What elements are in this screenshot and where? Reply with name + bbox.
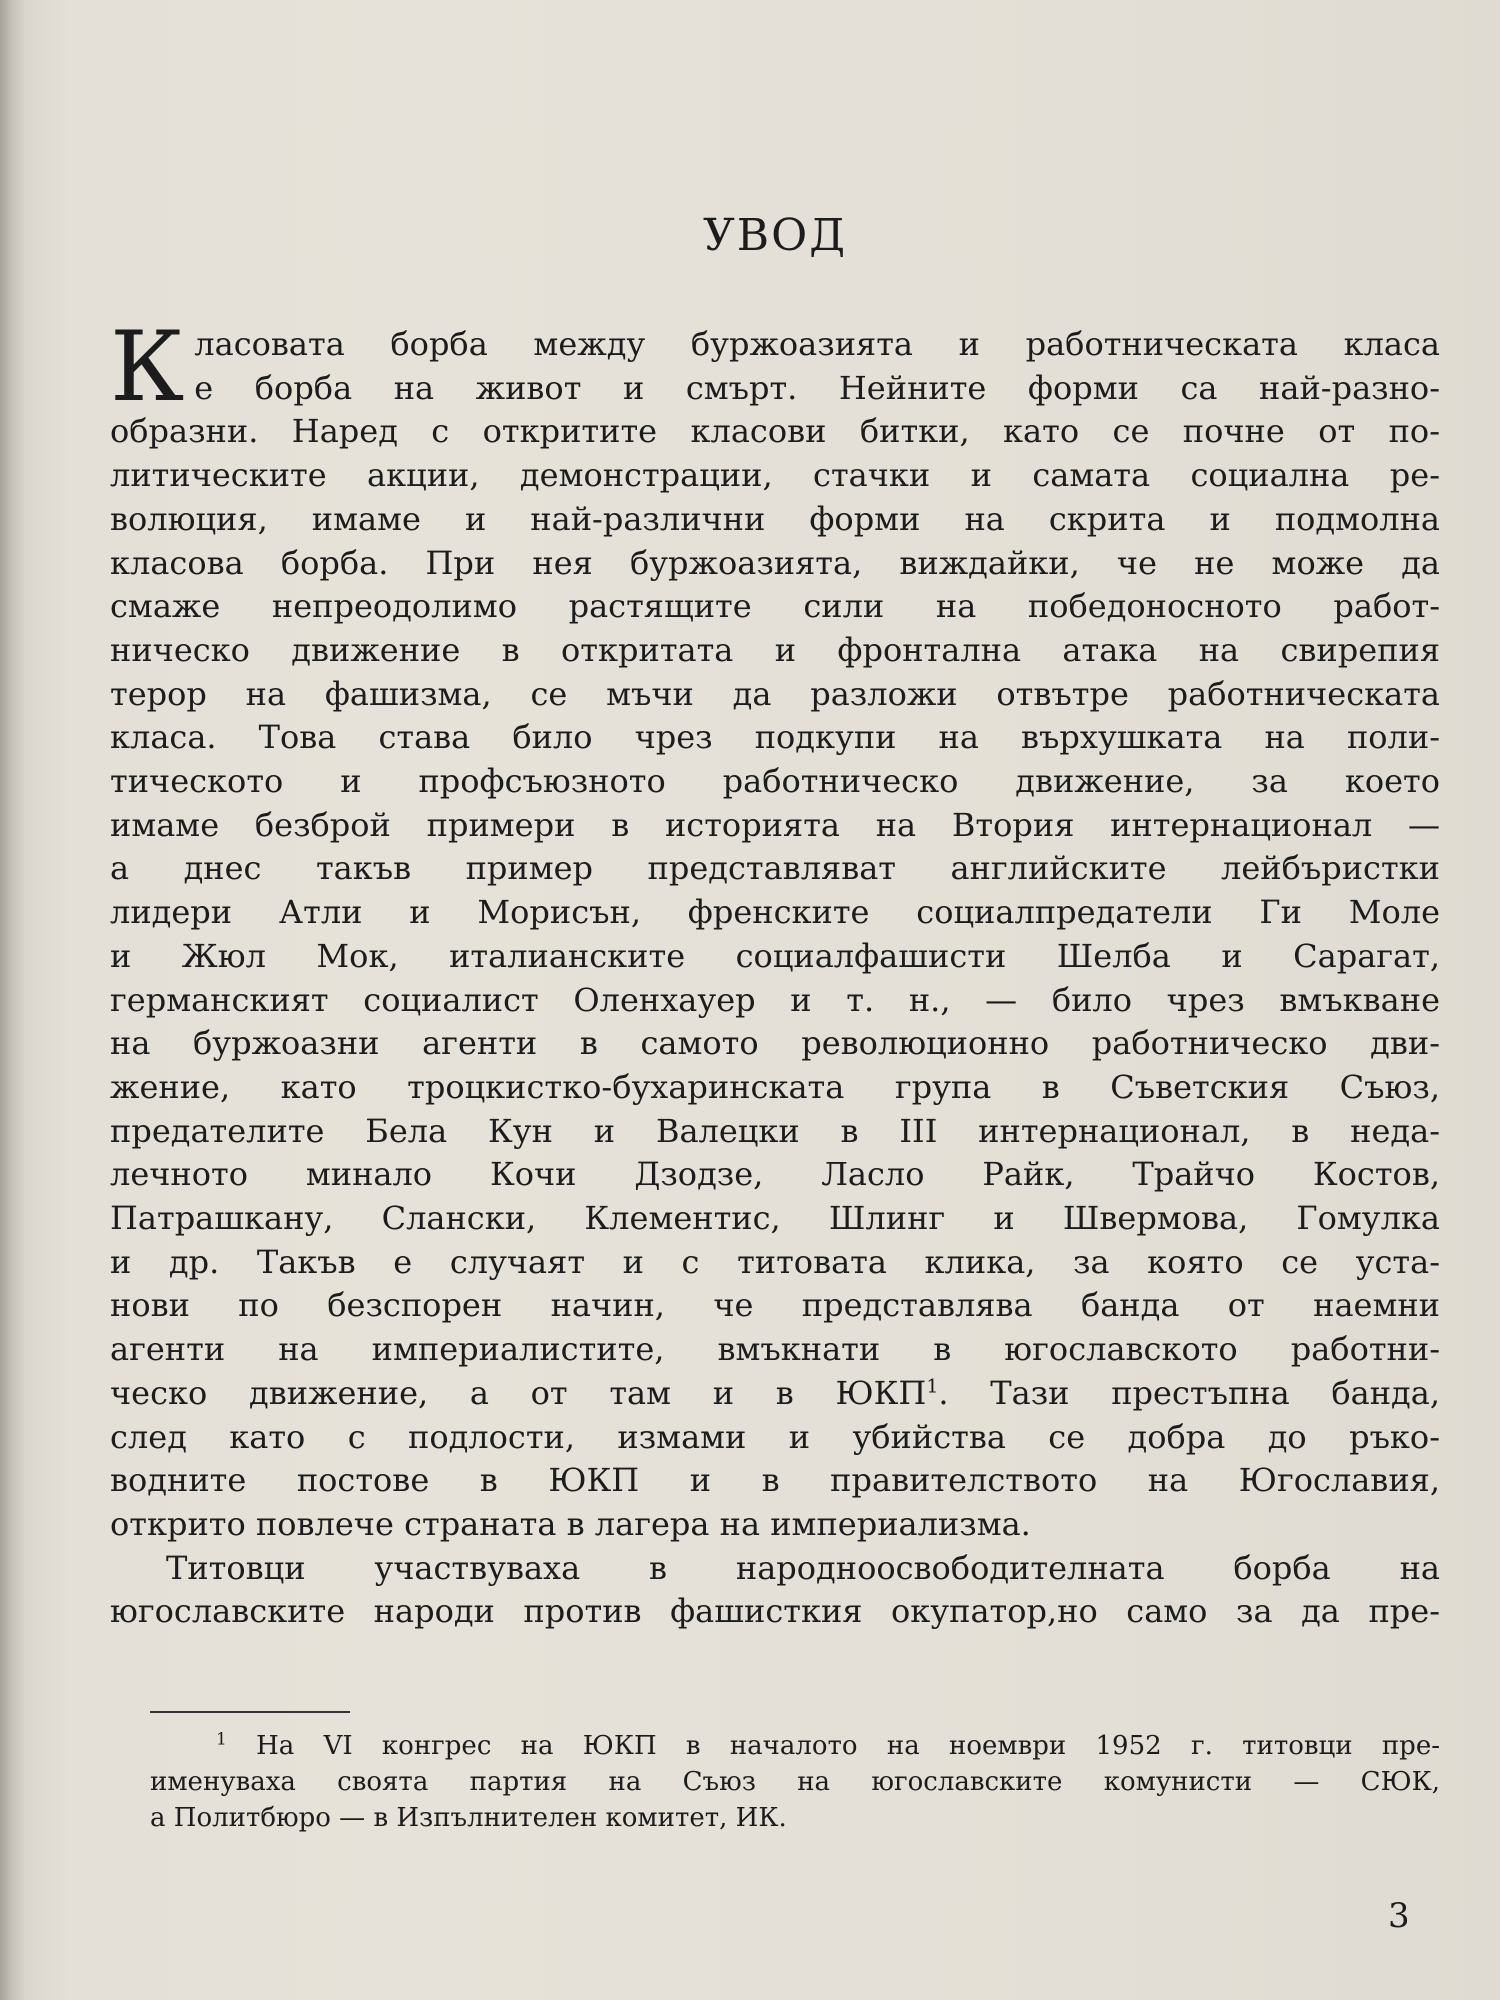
text-line: Титовци участвуваха в народноосвободителната борба на <box>166 1548 1440 1587</box>
text-line: германският социалист Оленхауер и т. н., — било чрез вмъкване <box>110 980 1440 1019</box>
text-line: литическите акции, демонстрации, стачки и самата социална ре- <box>110 456 1440 495</box>
drop-cap-letter: К <box>110 311 185 423</box>
footnote-separator <box>150 1711 350 1713</box>
text-segment: ческо движение, а от там и в ЮКП <box>110 1373 927 1412</box>
text-line: и Жюл Мок, италианските социалфашисти Шелба и Сарагат, <box>110 936 1440 975</box>
text-line: лечното минало Кочи Дзодзе, Ласло Райк, Трайчо Костов, <box>110 1155 1440 1194</box>
text-line: Патрашкану, Слански, Клементис, Шлинг и Швермова, Гомулка <box>110 1199 1440 1238</box>
text-line: и др. Такъв е случаят и с титовата клика, за която се уста- <box>110 1242 1440 1281</box>
text-line: волюция, имаме и най-различни форми на скрита и подмолна <box>110 499 1440 538</box>
footnote-reference-marker: 1 <box>926 1375 939 1398</box>
text-line: класа. Това става било чрез подкупи на върхушката на поли- <box>110 718 1440 757</box>
text-line: предателите Бела Кун и Валецки в III интернационал, в неда- <box>110 1111 1440 1150</box>
text-line: лидери Атли и Морисън, френските социалпредатели Ги Моле <box>110 893 1440 932</box>
text-line-with-footnote <box>110 1372 1440 1416</box>
text-line: образни. Наред с откритите класови битки, като се почне от по- <box>110 412 1440 451</box>
text-line: е борба на живот и смърт. Нейните форми са най-разно- <box>194 368 1440 407</box>
footnote <box>150 1728 1440 1836</box>
text-line: имаме безброй примери в историята на Втория интернационал — <box>110 805 1440 844</box>
footnote-line <box>150 1728 1440 1764</box>
page-number: 3 <box>1388 1896 1410 1936</box>
text-line: водните постове в ЮКП и в правителството на Югославия, <box>110 1461 1440 1500</box>
text-line: на буржоазни агенти в самото революционно работническо дви- <box>110 1024 1440 1063</box>
footnote-text: На VI конгрес на ЮКП в началото на ноември 1952 г. титовци пре- <box>256 1731 1441 1761</box>
text-line: югославските народи против фашисткия окупатор,но само за да пре- <box>110 1592 1440 1631</box>
page-spine-shadow <box>0 0 24 2000</box>
text-line: след като с подлости, измами и убийства се добра до ръко- <box>110 1417 1440 1456</box>
text-line: класова борба. При нея буржоазията, виждайки, че не може да <box>110 543 1440 582</box>
footnote-marker: 1 <box>216 1729 227 1750</box>
paragraph-2 <box>110 1547 1440 1634</box>
chapter-title: УВОД <box>703 210 847 261</box>
text-line: тическото и профсъюзното работническо движение, за което <box>110 762 1440 801</box>
text-line: жение, като троцкистко-бухаринската група в Съветския Съюз, <box>110 1067 1440 1106</box>
text-line: открито повлече страната в лагера на империализма. <box>110 1504 1031 1543</box>
footnote-line: именуваха своята партия на Съюз на югославските комунисти — СЮК, <box>150 1767 1440 1797</box>
text-segment: . Тази престъпна банда, <box>938 1373 1441 1412</box>
text-line: нови по безспорен начин, че представлява банда от наемни <box>110 1286 1440 1325</box>
main-text-block <box>110 210 1440 1634</box>
text-line: а днес такъв пример представляват английските лейбъристки <box>110 849 1440 888</box>
footnote-line: а Политбюро — в Изпълнителен комитет, ИК. <box>150 1803 787 1833</box>
text-line: смаже непреодолимо растящите сили на победоносното работ- <box>110 587 1440 626</box>
text-line: агенти на империалистите, вмъкнати в югославското работни- <box>110 1330 1440 1369</box>
paragraph-1 <box>110 311 1441 1547</box>
text-line: ническо движение в откритата и фронтална атака на свирепия <box>110 630 1440 669</box>
text-line: ласовата борба между буржоазията и работническата класа <box>194 325 1440 363</box>
text-line: терор на фашизма, се мъчи да разложи отвътре работническата <box>110 674 1440 713</box>
